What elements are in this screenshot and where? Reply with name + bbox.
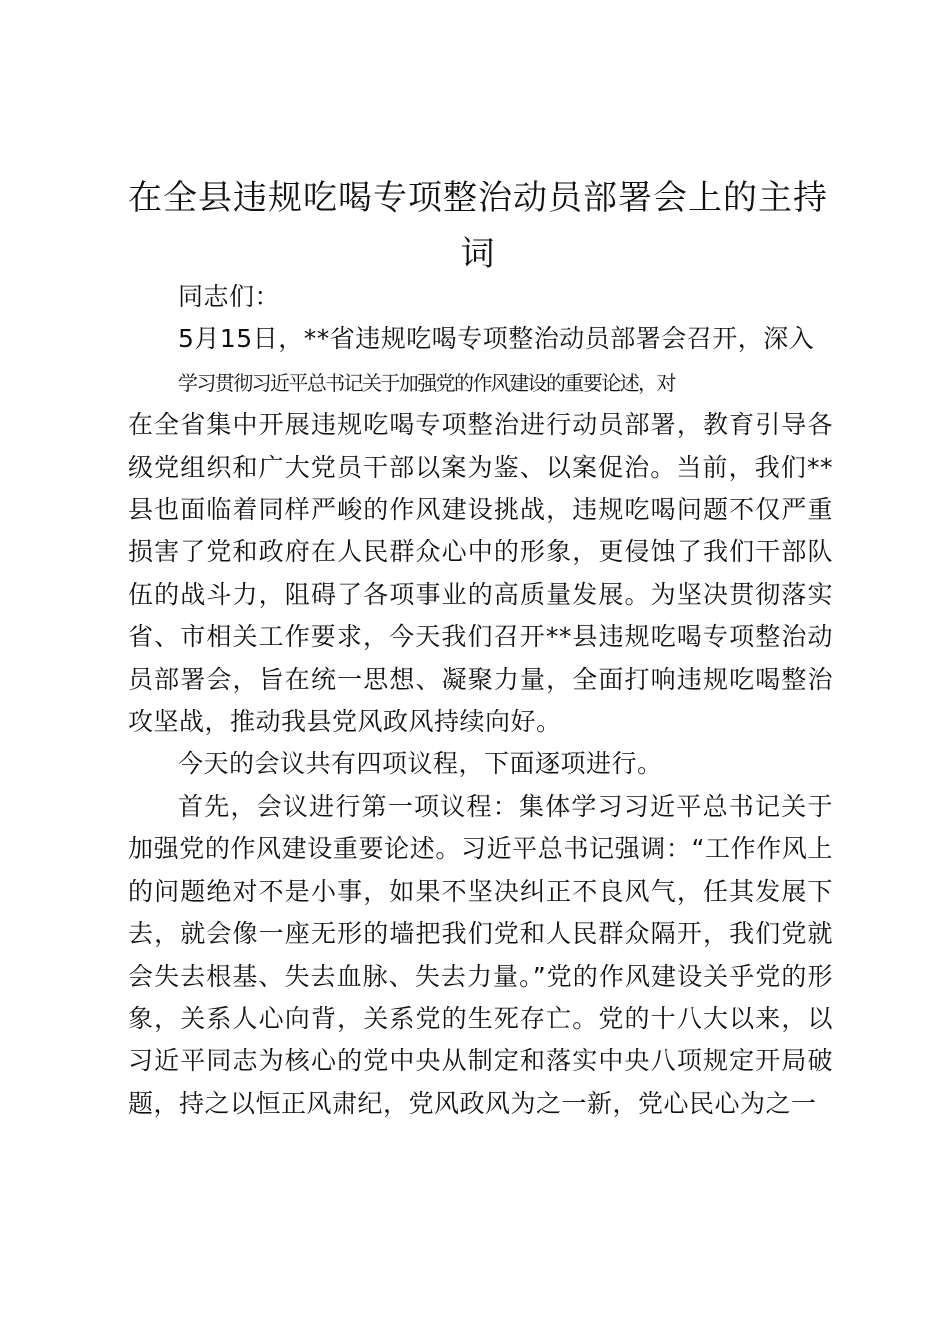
greeting-paragraph: 同志们： — [178, 282, 281, 311]
paragraph-1-line-2: 学习贯彻习近平总书记关于加强党的作风建设的重要论述，对 — [178, 370, 675, 395]
document-body — [128, 276, 833, 1125]
paragraph-1-line-1: 5月15日，**省违规吃喝专项整治动员部署会召开，深入 — [178, 324, 815, 354]
document-title: 在全县违规吃喝专项整治动员部署会上的主持词 — [128, 178, 828, 274]
paragraph-3: 首先，会议进行第一项议程：集体学习习近平总书记关于加强党的作风建设重要论述。习近平总书记强调：“工作作风上的问题绝对不是小事，如果不坚决纠正不良风气，任其发展下去，就会像一座无形的墙把我们党和人民群众隔开，我们党就会失去根基、失去血脉、失去力量。”党的作风建设关乎党的形象，关系人心向背，关系党的生死存亡。党的十八大以来，以习近平同志为核心的党中央从制定和落实中央八项规定开局破题，持之以恒正风肃纪，党风政风为之一新，党心民心为之一 — [128, 791, 833, 1118]
paragraph-1 — [128, 318, 833, 743]
paragraph-1-rest: 在全省集中开展违规吃喝专项整治进行动员部署，教育引导各级党组织和广大党员干部以案为鉴、以案促治。当前，我们**县也面临着同样严峻的作风建设挑战，违规吃喝问题不仅严重损害了党和政府在人民群众心中的形象，更侵蚀了我们干部队伍的战斗力，阻碍了各项事业的高质量发展。为坚决贯彻落实省、市相关工作要求，今天我们召开**县违规吃喝专项整治动员部署会，旨在统一思想、凝聚力量，全面打响违规吃喝整治攻坚战，推动我县党风政风持续向好。 — [128, 410, 833, 737]
paragraph-2: 今天的会议共有四项议程，下面逐项进行。 — [178, 749, 663, 779]
